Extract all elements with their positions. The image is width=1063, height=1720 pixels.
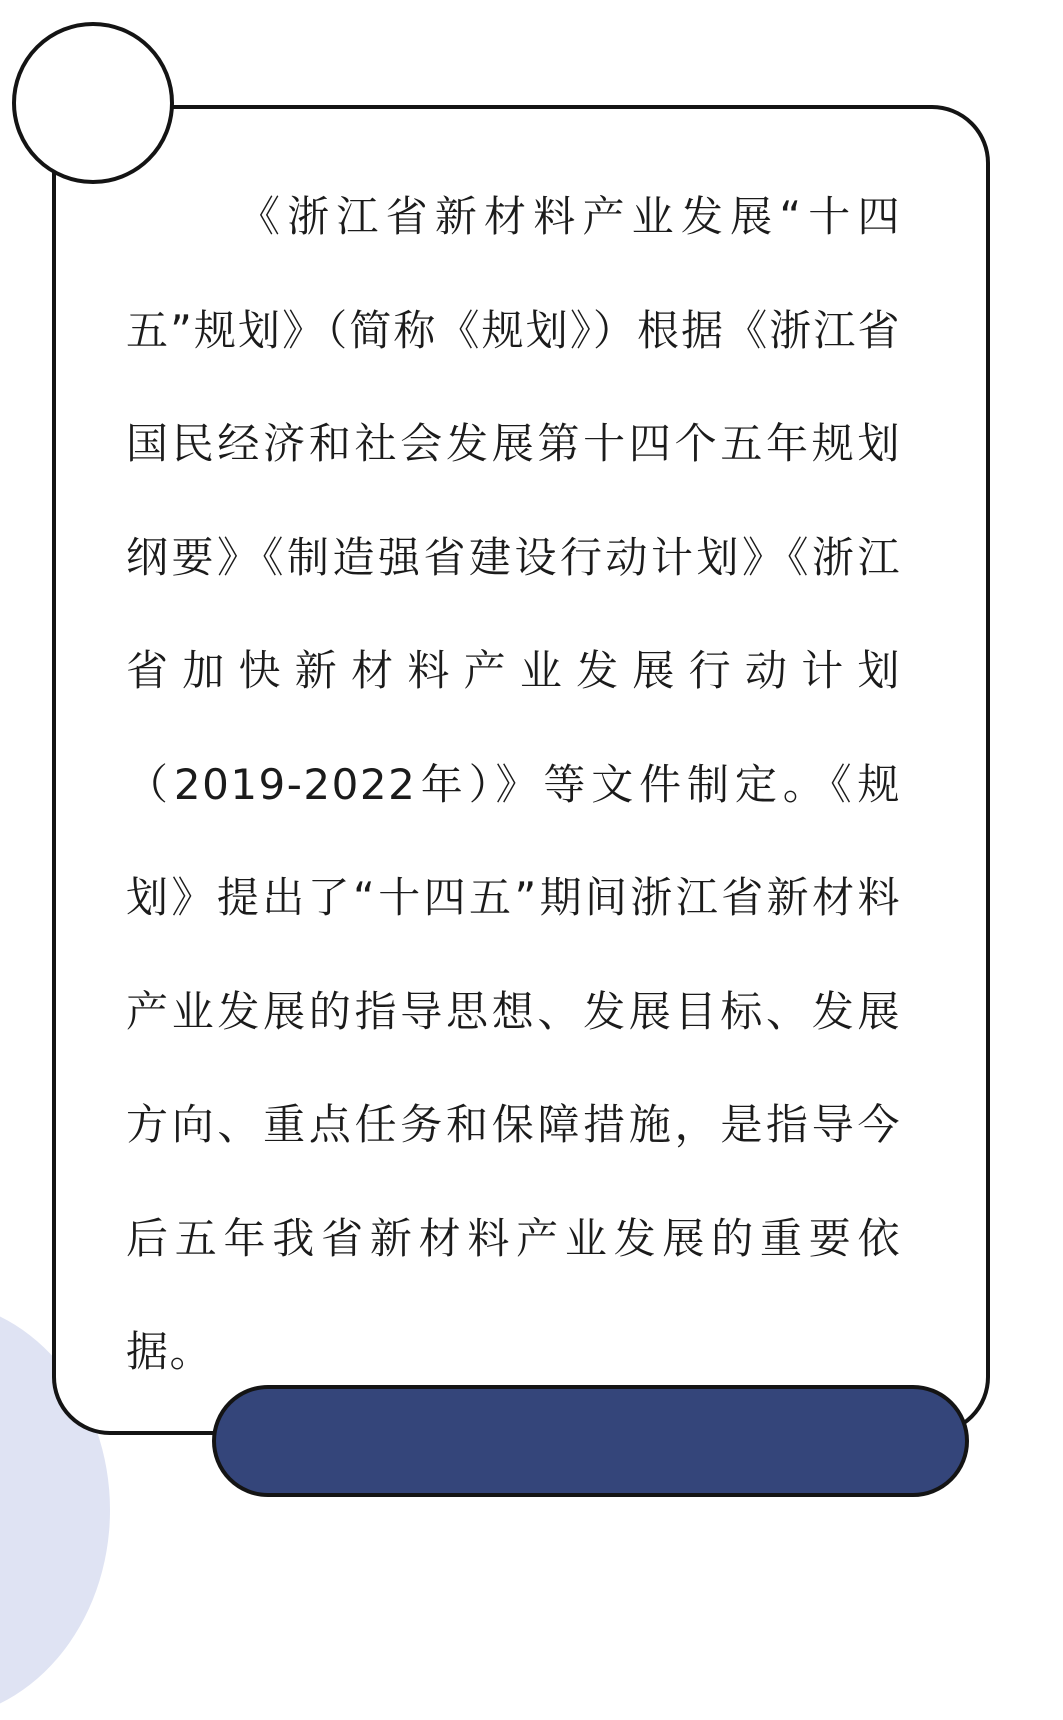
bottom-pill-decoration [212, 1385, 969, 1497]
body-paragraph: 《浙江省新材料产业发展“十四五”规划》（简称《规划》）根据《浙江省国民经济和社会发展第十四个五年规划纲要》《制造强省建设行动计划》《浙江省加快新材料产业发展行动计划（2019-2022年）》等文件制定。《规划》提出了“十四五”期间浙江省新材料产业发展的指导思想、发展目标、发展方向、重点任务和保障措施，是指导今后五年我省新材料产业发展的重要依据。 [126, 192, 901, 1376]
